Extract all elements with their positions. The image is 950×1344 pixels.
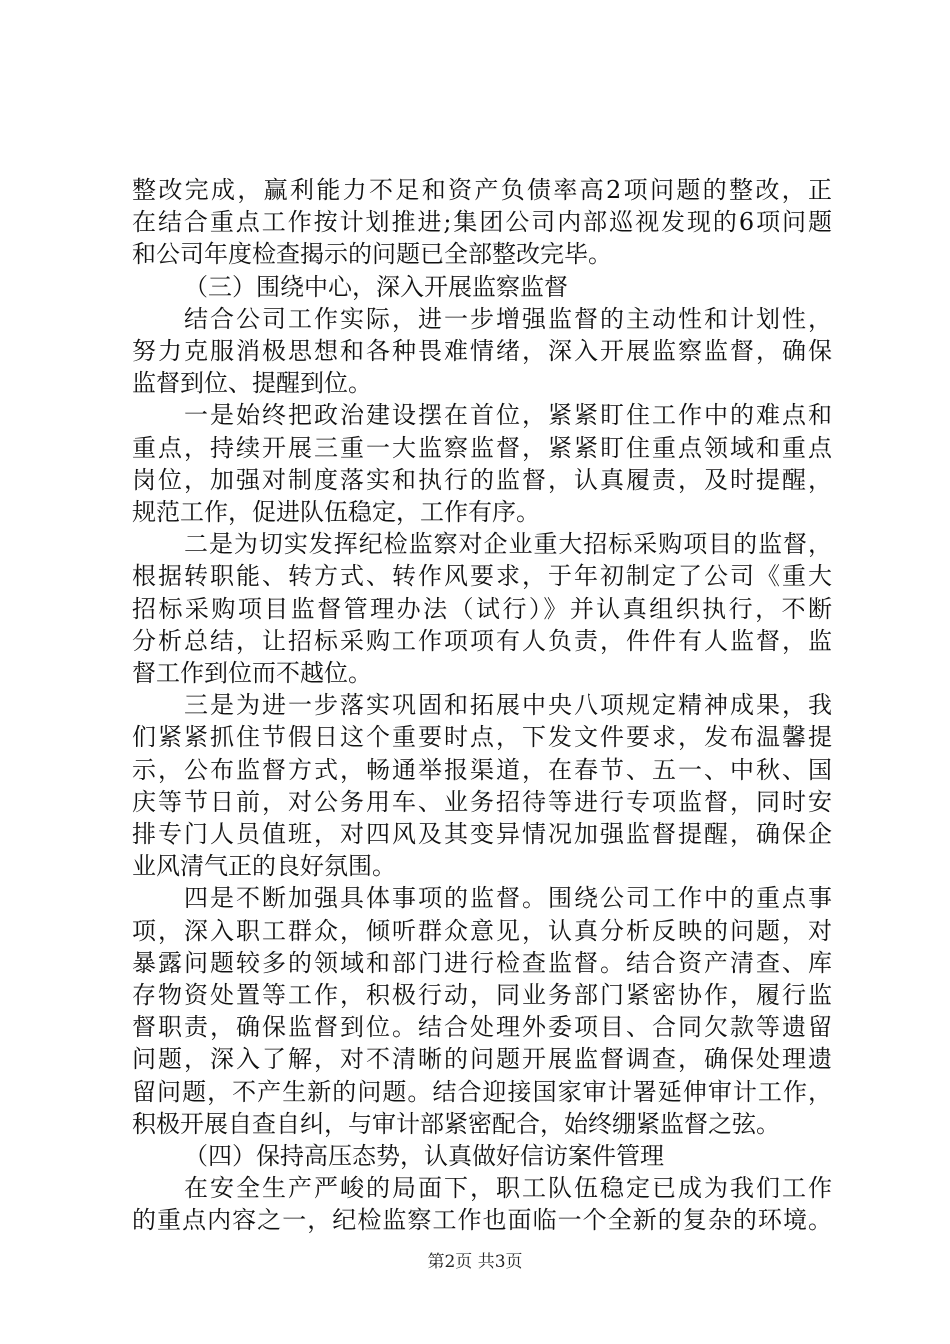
text-line: 和公司年度检查揭示的问题已全部整改完毕。: [132, 240, 612, 268]
text-line: 结合公司工作实际，进一步增强监督的主动性和计划性，: [184, 305, 832, 333]
text-line: 存物资处置等工作，积极行动，同业务部门紧密协作，履行监: [132, 981, 832, 1009]
text-line: 在安全生产严峻的局面下，职工队伍稳定已成为我们工作: [184, 1174, 832, 1202]
section-heading: （三）围绕中心，深入开展监察监督: [184, 273, 568, 301]
text-line: 整改完成，赢利能力不足和资产负债率高2项问题的整改，正: [132, 176, 832, 204]
text-line: 的重点内容之一，纪检监察工作也面临一个全新的复杂的环境。: [132, 1206, 832, 1234]
text-line: 在结合重点工作按计划推进;集团公司内部巡视发现的6项问题: [132, 208, 832, 236]
text-line: 根据转职能、转方式、转作风要求，于年初制定了公司《重大: [132, 562, 832, 590]
text-line: 努力克服消极思想和各种畏难情绪，深入开展监察监督，确保: [132, 337, 832, 365]
text-line: 留问题，不产生新的问题。结合迎接国家审计署延伸审计工作，: [132, 1078, 832, 1106]
text-line: 分析总结，让招标采购工作项项有人负责，件件有人监督，监: [132, 627, 832, 655]
text-line: 示，公布监督方式，畅通举报渠道，在春节、五一、中秋、国: [132, 756, 832, 784]
text-line: 督工作到位而不越位。: [132, 659, 372, 687]
section-heading: （四）保持高压态势，认真做好信访案件管理: [184, 1142, 664, 1170]
text-line: 招标采购项目监督管理办法（试行）》并认真组织执行，不断: [132, 595, 832, 623]
text-line: 重点，持续开展三重一大监察监督，紧紧盯住重点领域和重点: [132, 434, 832, 462]
text-line: 排专门人员值班，对四风及其变异情况加强监督提醒，确保企: [132, 820, 832, 848]
text-line: 规范工作，促进队伍稳定，工作有序。: [132, 498, 540, 526]
text-line: 业风清气正的良好氛围。: [132, 852, 396, 880]
text-line: 们紧紧抓住节假日这个重要时点，下发文件要求，发布温馨提: [132, 723, 832, 751]
text-line: 二是为切实发挥纪检监察对企业重大招标采购项目的监督，: [184, 530, 832, 558]
text-line: 三是为进一步落实巩固和拓展中央八项规定精神成果，我: [184, 691, 832, 719]
text-line: 积极开展自查自纠，与审计部紧密配合，始终绷紧监督之弦。: [132, 1110, 780, 1138]
page-footer: 第2页 共3页: [427, 1252, 523, 1272]
text-line: 一是始终把政治建设摆在首位，紧紧盯住工作中的难点和: [184, 401, 832, 429]
text-line: 暴露问题较多的领域和部门进行检查监督。结合资产清查、库: [132, 949, 832, 977]
text-line: 四是不断加强具体事项的监督。围绕公司工作中的重点事: [184, 884, 832, 912]
text-line: 问题，深入了解，对不清晰的问题开展监督调查，确保处理遗: [132, 1045, 832, 1073]
text-line: 监督到位、提醒到位。: [132, 369, 372, 397]
text-line: 庆等节日前，对公务用车、业务招待等进行专项监督，同时安: [132, 788, 832, 816]
text-line: 督职责，确保监督到位。结合处理外委项目、合同欠款等遗留: [132, 1013, 832, 1041]
text-line: 项，深入职工群众，倾听群众意见，认真分析反映的问题，对: [132, 917, 832, 945]
text-line: 岗位，加强对制度落实和执行的监督，认真履责，及时提醒，: [132, 466, 832, 494]
